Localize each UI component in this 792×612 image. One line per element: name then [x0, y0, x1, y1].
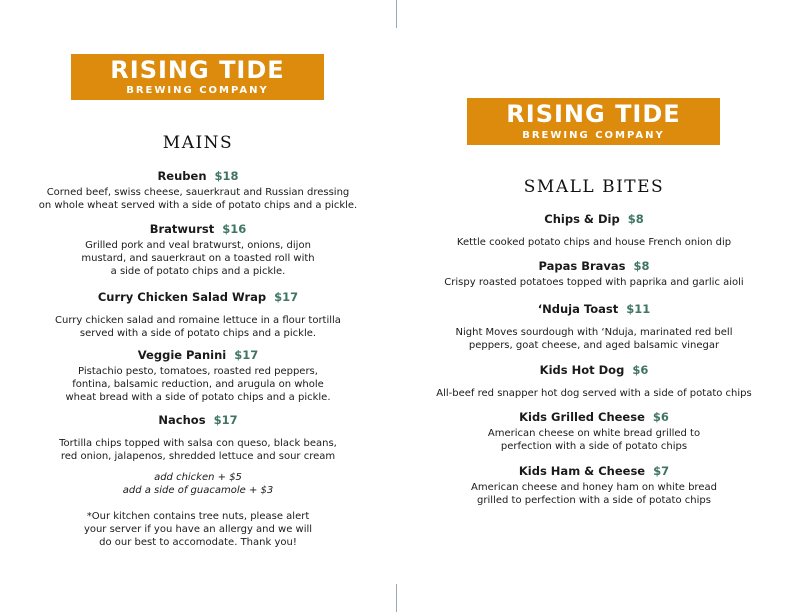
item-description: Grilled pork and veal bratwurst, onions, dijon mustard, and sauerkraut on a toasted roll with a side of potato chips and a pickle. [81, 240, 315, 277]
item-name: Reuben [157, 169, 207, 183]
section-title-mains: MAINS [162, 133, 234, 153]
item-price: $16 [222, 222, 247, 236]
item-description: American cheese on white bread grilled to perfection with a side of potato chips [487, 428, 701, 452]
item-price: $6 [652, 410, 669, 424]
item-name: Kids Hot Dog [539, 363, 625, 377]
item-heading [20, 222, 376, 236]
item-name: Kids Grilled Cheese [519, 410, 645, 424]
menu-item [20, 222, 376, 278]
item-heading [20, 348, 376, 362]
item-price: $6 [632, 363, 649, 377]
item-name: Curry Chicken Salad Wrap [97, 290, 267, 304]
item-name: Chips & Dip [544, 212, 620, 226]
item-heading [414, 259, 774, 273]
logo-tagline: BREWING COMPANY [126, 85, 269, 96]
item-price: $18 [214, 169, 239, 183]
allergy-note: *Our kitchen contains tree nuts, please alert your server if you have an allergy and we will do our best to accomodate. Thank you! [83, 511, 313, 548]
item-name: Veggie Panini [137, 348, 227, 362]
item-description: Night Moves sourdough with ‘Nduja, marinated red bell peppers, goat cheese, and aged balsamic vinegar [455, 327, 733, 351]
item-description: Tortilla chips topped with salsa con queso, black beans, red onion, jalapenos, shredded lettuce and sour cream [59, 438, 337, 462]
brand-logo [467, 98, 720, 145]
addons-note: add chicken + $5 add a side of guacamole + $3 [122, 472, 274, 496]
menu-item [414, 259, 774, 289]
item-heading [414, 464, 774, 478]
item-description: Curry chicken salad and romaine lettuce in a flour tortilla served with a side of potato chips and a pickle. [55, 315, 341, 339]
item-heading [414, 302, 774, 316]
menu-item [20, 290, 376, 340]
menu-item [20, 348, 376, 404]
item-heading [414, 363, 774, 377]
menu-item [414, 464, 774, 507]
menu-item [414, 212, 774, 249]
menu-item [414, 410, 774, 453]
brand-logo [71, 54, 324, 100]
item-heading [414, 212, 774, 226]
item-description: American cheese and honey ham on white bread grilled to perfection with a side of potato chips [471, 482, 717, 506]
item-price: $8 [633, 259, 650, 273]
logo-wordmark: RISING TIDE [110, 56, 285, 84]
item-description: All-beef red snapper hot dog served with a side of potato chips [436, 388, 752, 399]
menu-item [20, 169, 376, 212]
item-price: $7 [653, 464, 670, 478]
item-heading [20, 290, 376, 304]
logo-wordmark: RISING TIDE [506, 100, 681, 128]
fold-line-top [396, 0, 397, 28]
item-name: Nachos [158, 413, 206, 427]
item-price: $8 [627, 212, 644, 226]
item-price: $17 [234, 348, 259, 362]
item-description: Kettle cooked potato chips and house French onion dip [456, 237, 732, 248]
item-price: $11 [626, 302, 651, 316]
menu-item [20, 413, 376, 463]
item-heading [20, 169, 376, 183]
menu-item [414, 363, 774, 400]
item-name: Bratwurst [149, 222, 215, 236]
item-heading [414, 410, 774, 424]
fold-line-bottom [396, 584, 397, 612]
item-heading [20, 413, 376, 427]
item-description: Crispy roasted potatoes topped with paprika and garlic aioli [444, 277, 744, 288]
item-price: $17 [213, 413, 238, 427]
menu-item [414, 302, 774, 352]
item-description: Corned beef, swiss cheese, sauerkraut and Russian dressing on whole wheat served with a side of potato chips and a pickle. [38, 187, 358, 211]
logo-tagline: BREWING COMPANY [522, 130, 665, 141]
section-title-small-bites: SMALL BITES [523, 177, 665, 197]
item-name: Papas Bravas [538, 259, 626, 273]
item-name: Kids Ham & Cheese [518, 464, 646, 478]
item-name: ‘Nduja Toast [537, 302, 619, 316]
item-price: $17 [274, 290, 299, 304]
item-description: Pistachio pesto, tomatoes, roasted red peppers, fontina, balsamic reduction, and arugula on whole wheat bread with a side of potato chips and a pickle. [65, 366, 331, 403]
